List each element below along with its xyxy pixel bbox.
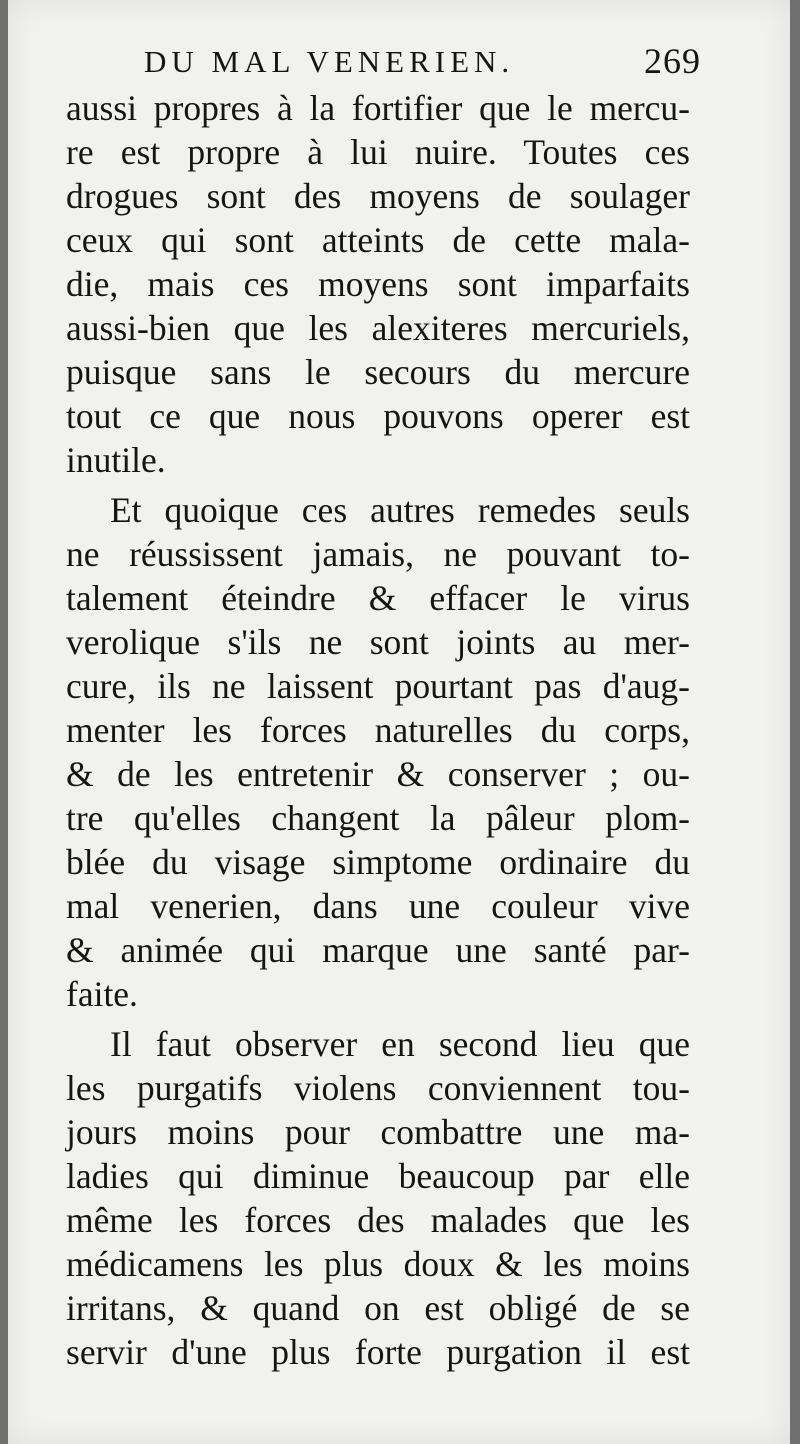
text-line: tre qu'elles changent la pâleur plom- (66, 798, 690, 838)
text-line: médicamens les plus doux & les moins (66, 1244, 690, 1284)
text-line: aussi-bien que les alexiteres mercuriels, (66, 308, 690, 348)
text-line: jours moins pour combattre une ma- (66, 1112, 690, 1152)
text-line: les purgatifs violens conviennent tou- (66, 1068, 690, 1108)
text-line: faite. (66, 974, 138, 1014)
text-line: re est propre à lui nuire. Toutes ces (66, 132, 690, 172)
text-line: menter les forces naturelles du corps, (66, 710, 690, 750)
text-line: die, mais ces moyens sont imparfaits (66, 264, 690, 304)
text-line: mal venerien, dans une couleur vive (66, 886, 690, 926)
text-line: inutile. (66, 440, 166, 480)
body-text (66, 86, 690, 1374)
book-page (8, 0, 790, 1444)
text-line: ne réussissent jamais, ne pouvant to- (66, 534, 690, 574)
text-line: Et quoique ces autres remedes seuls (110, 490, 690, 530)
running-head (136, 38, 701, 88)
text-line: irritans, & quand on est obligé de se (66, 1288, 690, 1328)
text-line: & animée qui marque une santé par- (66, 930, 690, 970)
text-line: puisque sans le secours du mercure (66, 352, 690, 392)
page-number: 269 (644, 41, 701, 81)
paragraph (66, 1022, 690, 1374)
text-line: même les forces des malades que les (66, 1200, 690, 1240)
text-line: talement éteindre & effacer le virus (66, 578, 690, 618)
text-line: & de les entretenir & conserver ; ou- (66, 754, 690, 794)
text-line: ladies qui diminue beaucoup par elle (66, 1156, 690, 1196)
text-line: blée du visage simptome ordinaire du (66, 842, 690, 882)
text-line: drogues sont des moyens de soulager (66, 176, 690, 216)
running-head-title: DU MAL VENERIEN. (144, 44, 515, 79)
text-line: aussi propres à la fortifier que le mercu- (66, 88, 690, 128)
text-line: cure, ils ne laissent pourtant pas d'aug- (66, 666, 690, 706)
text-line: servir d'une plus forte purgation il est (66, 1332, 690, 1372)
text-line: verolique s'ils ne sont joints au mer- (66, 622, 690, 662)
text-line: Il faut observer en second lieu que (110, 1024, 690, 1064)
text-line: tout ce que nous pouvons operer est (66, 396, 690, 436)
text-line: ceux qui sont atteints de cette mala- (66, 220, 690, 260)
paragraph (66, 86, 690, 482)
paragraph (66, 488, 690, 1016)
